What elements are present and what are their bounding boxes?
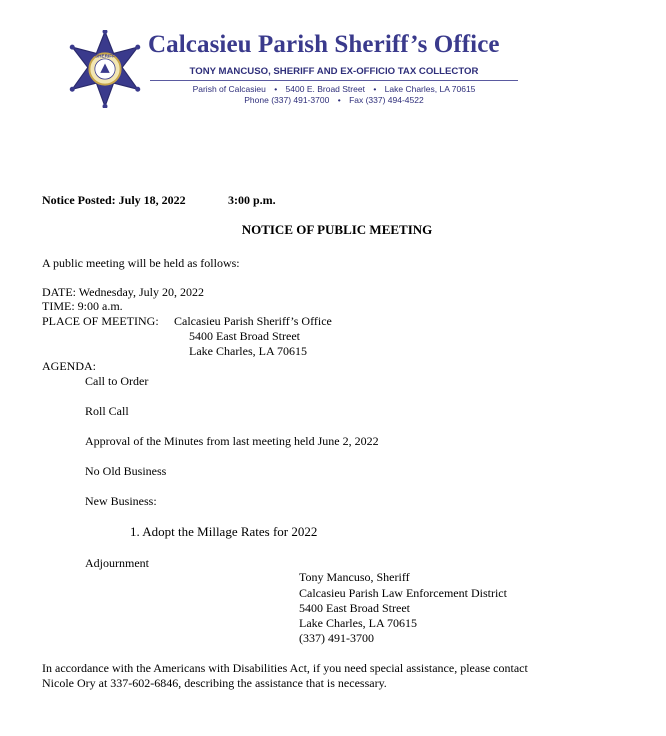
agenda-item: Approval of the Minutes from last meeting held June 2, 2022 — [85, 434, 379, 448]
letterhead — [0, 0, 666, 120]
agenda-item: No Old Business — [85, 464, 167, 478]
new-business-item: 1. Adopt the Millage Rates for 2022 — [130, 524, 318, 539]
meeting-time: TIME: 9:00 a.m. — [42, 299, 123, 313]
agenda-item: New Business: — [85, 494, 157, 508]
notice-posted-date: Notice Posted: July 18, 2022 — [42, 193, 186, 207]
signature-line: Lake Charles, LA 70615 — [299, 616, 417, 630]
bullet-separator: • — [274, 84, 278, 94]
office-name: Calcasieu Parish Sheriff’s Office — [148, 31, 500, 58]
sheriff-star-badge-icon — [66, 30, 144, 108]
place-line: 5400 East Broad Street — [189, 329, 300, 343]
office-fax: Fax (337) 494-4522 — [349, 95, 424, 105]
meeting-date: DATE: Wednesday, July 20, 2022 — [42, 285, 205, 299]
ada-notice-line: In accordance with the Americans with Disabilities Act, if you need special assistance, please contact — [42, 661, 528, 675]
signature-line: Tony Mancuso, Sheriff — [299, 570, 410, 584]
address-street: 5400 E. Broad Street — [285, 84, 365, 94]
place-line: Lake Charles, LA 70615 — [189, 344, 307, 358]
letterhead-divider — [150, 80, 518, 81]
page-title: NOTICE OF PUBLIC MEETING — [241, 222, 433, 237]
address-parish: Parish of Calcasieu — [192, 84, 266, 94]
intro-text: A public meeting will be held as follows: — [42, 256, 240, 270]
address-city: Lake Charles, LA 70615 — [384, 84, 476, 94]
agenda-item: Call to Order — [85, 374, 149, 388]
signature-line: Calcasieu Parish Law Enforcement District — [299, 586, 507, 600]
office-address-line — [150, 84, 518, 94]
adjournment: Adjournment — [85, 556, 149, 570]
agenda-label: AGENDA: — [42, 359, 96, 373]
place-label: PLACE OF MEETING: — [42, 314, 159, 328]
agenda-item: Roll Call — [85, 404, 129, 418]
notice-posted-time: 3:00 p.m. — [228, 193, 276, 207]
bullet-separator: • — [337, 95, 341, 105]
signature-line: 5400 East Broad Street — [299, 601, 410, 615]
sheriff-title-line: TONY MANCUSO, SHERIFF AND EX-OFFICIO TAX COLLECTOR — [189, 66, 479, 77]
office-contact-line — [150, 95, 518, 105]
badge-text: SHERIFF — [95, 53, 115, 59]
ada-notice-line: Nicole Ory at 337-602-6846, describing the assistance that is necessary. — [42, 676, 387, 690]
bullet-separator: • — [373, 84, 377, 94]
place-line: Calcasieu Parish Sheriff’s Office — [174, 314, 332, 328]
signature-line: (337) 491-3700 — [299, 631, 374, 645]
office-phone: Phone (337) 491-3700 — [244, 95, 330, 105]
